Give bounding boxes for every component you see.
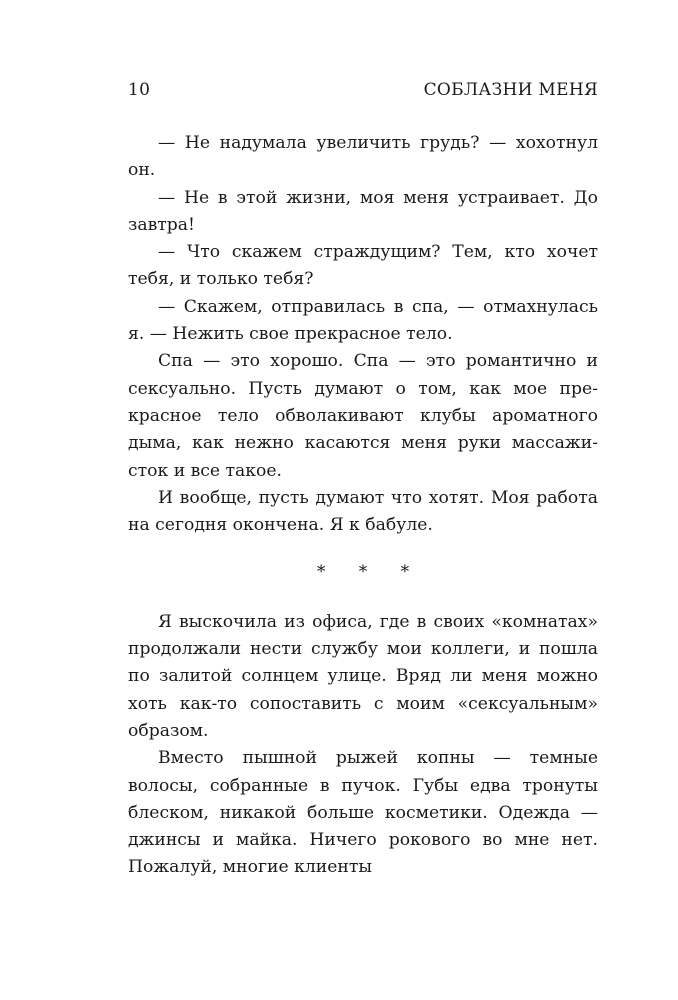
paragraph: И вообще, пусть думают что хотят. Моя работа на сегодня окончена. Я к бабуле. [128, 487, 598, 536]
paragraph: Вместо пышной рыжей копны — темные волосы, собранные в пучок. Губы едва тронуты блеском, никакой больше косметики. Одежда — джинсы и майка. Ничего рокового во мне нет. Пожалуй, многие клиенты [128, 748, 598, 878]
page-number: 10 [128, 80, 151, 100]
paragraph: — Не надумала увеличить грудь? — хохотнул он. [128, 133, 598, 181]
section-separator: * * * [316, 562, 424, 583]
book-page [128, 74, 598, 882]
paragraph: — Что скажем страждущим? Тем, кто хочет тебя, и только тебя? [128, 242, 598, 290]
page-header [128, 74, 598, 106]
paragraph: — Скажем, отправилась в спа, — отмахнулась я. — Нежить свое прекрасное тело. [128, 296, 598, 345]
paragraph: Спа — это хорошо. Спа — это романтично и сексуально. Пусть думают о том, как мое прекрасное тело обволакивают клубы ароматного дыма, как нежно касаются меня руки массажисток и все такое. [128, 351, 598, 481]
body-text [128, 130, 598, 882]
paragraph: Я выскочила из офиса, где в своих «комнатах» продолжали нести службу мои коллеги, и пошла по залитой солнцем улице. Вряд ли меня можно хоть как-то сопоставить с моим «сексуальным» образом. [128, 611, 598, 741]
running-title: СОБЛАЗНИ МЕНЯ [423, 80, 598, 100]
paragraph: — Не в этой жизни, моя меня устраивает. До завтра! [128, 187, 598, 235]
